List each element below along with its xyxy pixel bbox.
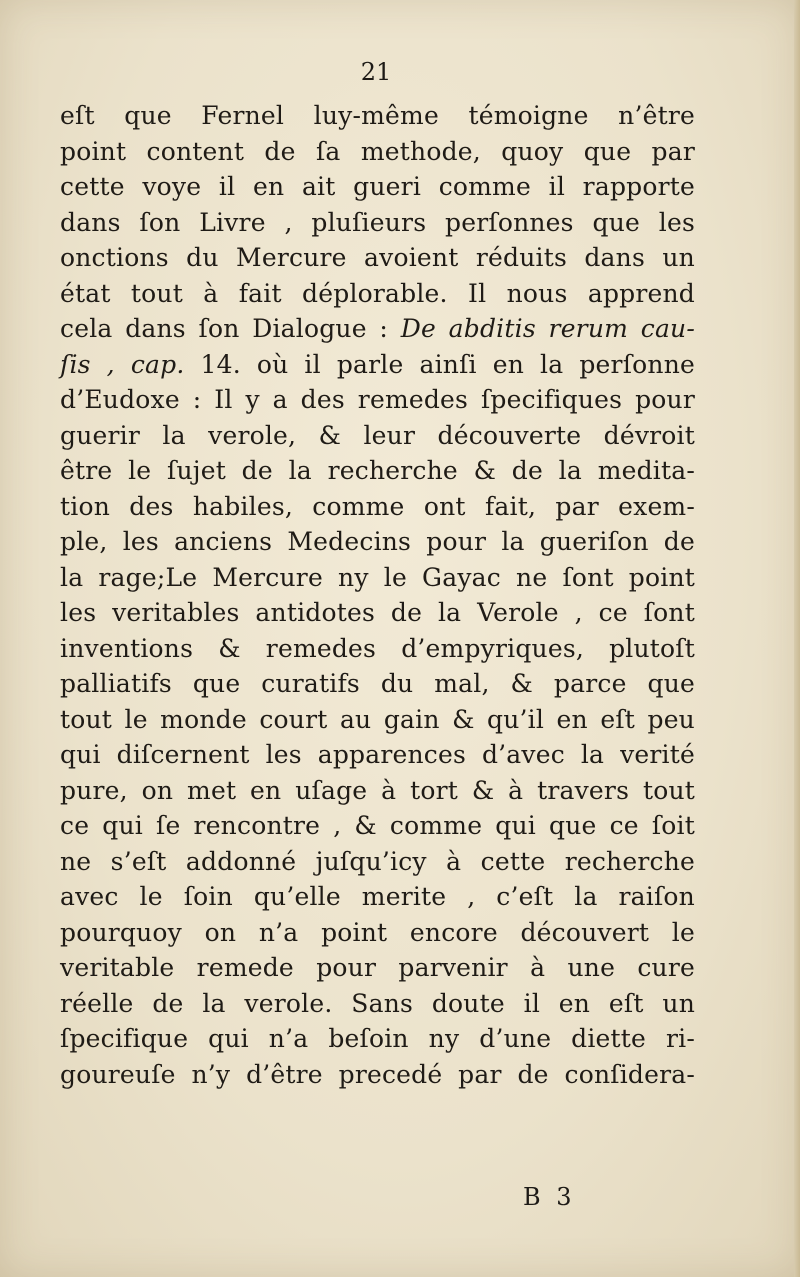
latin-title: De abditis rerum cau- [400,314,695,343]
text-line: point content de ſa methode, quoy que par [60,136,695,166]
page-edge [794,0,800,1277]
text-line: d’Eudoxe : Il y a des remedes ſpecifiques pour [60,385,695,414]
text-line: tion des habiles, comme ont fait, par exem- [60,491,695,521]
text-line: qui diſcernent les apparences d’avec la verité [60,740,695,769]
body-text [60,98,695,1092]
text-line: veritable remede pour parvenir à une cure [60,953,695,982]
text-line: réelle de la verole. Sans doute il en eſt un [60,988,695,1018]
text-line: ne s’eſt addonné juſqu’icy à cette recherche [60,846,695,876]
text-line: goureuſe n’y d’être precedé par de conſidera- [60,1059,695,1089]
text-line: ple, les anciens Medecins pour la gueriſon de [60,527,695,556]
text-line: ce qui ſe rencontre , & comme qui que ce ſoit [60,811,695,840]
text-line: avec le ſoin qu’elle merite , c’eſt la raiſon [60,882,695,911]
text-line: ſpecifique qui n’a beſoin ny d’une diette ri- [60,1024,695,1053]
text-line: inventions & remedes d’empyriques, plutoſt [60,633,695,663]
text-line: cela dans ſon Dialogue : De abditis rerum cau- [60,314,695,343]
latin-title: ſis , cap. [60,349,185,379]
text-line: les veritables antidotes de la Verole , ce ſont [60,598,695,627]
text-line: être le ſujet de la recherche & de la medita- [60,456,695,485]
text-line: tout le monde court au gain & qu’il en eſt peu [60,704,695,734]
text-line: pure, on met en uſage à tort & à travers tout [60,775,695,805]
text-line: guerir la verole, & leur découverte dévroit [60,420,695,450]
text-line: ſis , cap. 14. où il parle ainſi en la perſonne [60,349,695,379]
text-line: eſt que Fernel luy-même témoigne n’être [60,101,695,130]
text-line: onctions du Mercure avoient réduits dans un [60,243,695,272]
page-number: 21 [360,58,392,86]
text-line: palliatifs que curatifs du mal, & parce que [60,669,695,698]
signature-mark: B 3 [523,1183,576,1211]
text-line: la rage;Le Mercure ny le Gayac ne ſont point [60,562,695,592]
text-line: pourquoy on n’a point encore découvert le [60,917,695,947]
text-line: cette voye il en ait gueri comme il rapporte [60,172,695,201]
text-line: dans ſon Livre , pluſieurs perſonnes que les [60,207,695,237]
text-line: état tout à fait déplorable. Il nous apprend [60,278,695,308]
